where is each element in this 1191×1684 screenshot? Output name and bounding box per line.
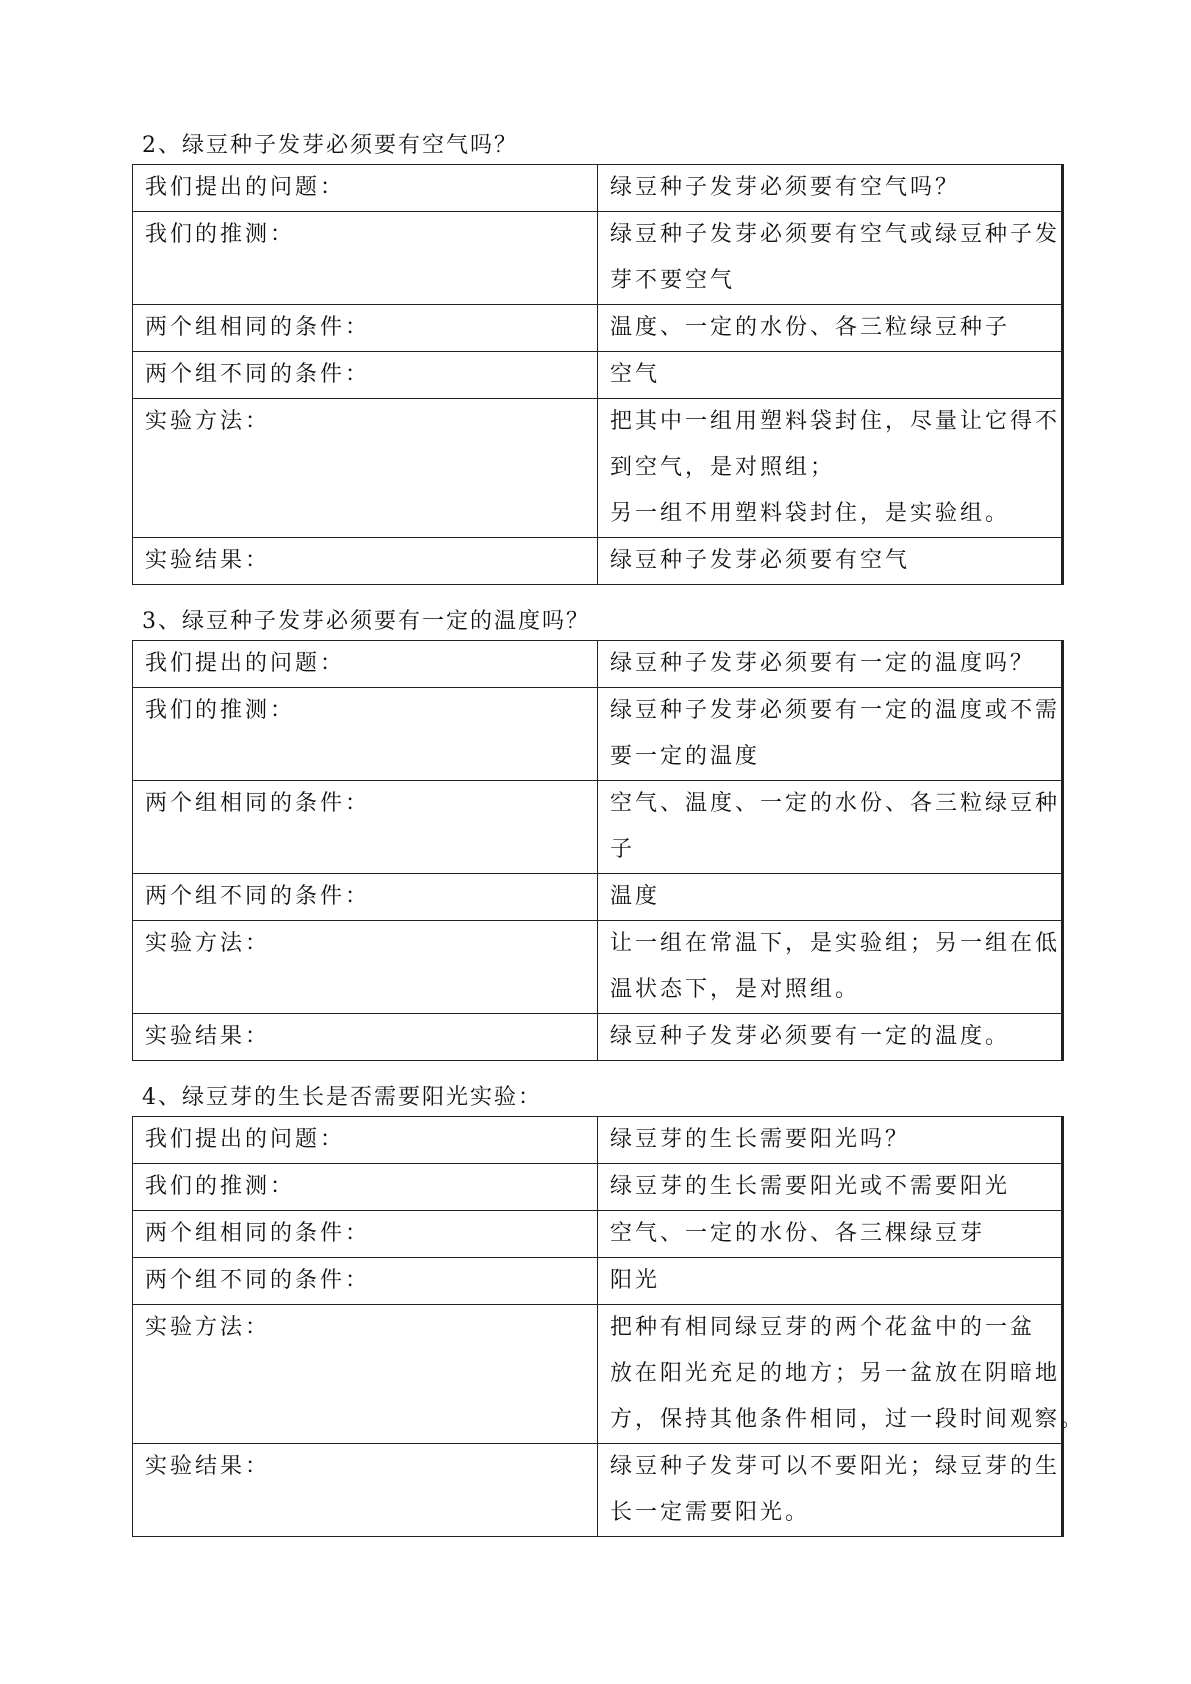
section-heading: 4、绿豆芽的生长是否需要阳光实验： [142,1085,542,1110]
value-line: 芽不要空气 [610,268,736,293]
table-row [133,641,1063,688]
value-line: 长一定需要阳光。 [610,1500,811,1525]
value-line: 绿豆种子发芽必须要有空气或绿豆种子发 [610,222,1061,247]
row-value [598,1444,1063,1537]
row-label: 实验方法： [133,921,598,1014]
table-row [133,352,1063,399]
value-line: 另一组不用塑料袋封住，是实验组。 [610,501,1011,526]
table-row [133,874,1063,921]
value-line: 到空气，是对照组； [610,455,836,480]
value-line: 绿豆种子发芽必须要有一定的温度。 [610,1024,1011,1049]
value-line: 绿豆芽的生长需要阳光或不需要阳光 [610,1174,1011,1199]
table-row [133,781,1063,874]
row-label: 我们提出的问题： [133,165,598,212]
table-row [133,1117,1063,1164]
table-row [133,1211,1063,1258]
row-value [598,688,1063,781]
row-value [598,1258,1063,1305]
row-label: 两个组相同的条件： [133,1211,598,1258]
row-value [598,874,1063,921]
row-label: 我们的推测： [133,1164,598,1211]
row-value [598,641,1063,688]
row-label: 我们提出的问题： [133,641,598,688]
row-value [598,1211,1063,1258]
table-row [133,1444,1063,1537]
row-value [598,781,1063,874]
table-row [133,921,1063,1014]
row-value [598,399,1063,538]
row-label: 实验方法： [133,1305,598,1444]
table-row [133,1305,1063,1444]
row-value [598,165,1063,212]
table-row [133,212,1063,305]
value-line: 空气 [610,362,661,387]
value-line: 空气、一定的水份、各三棵绿豆芽 [610,1221,986,1246]
experiment-table [132,640,1064,1061]
table-row [133,165,1063,212]
row-label: 实验结果： [133,1444,598,1537]
value-line: 阳光 [610,1268,661,1293]
table-row [133,1258,1063,1305]
row-value [598,212,1063,305]
row-label: 两个组不同的条件： [133,874,598,921]
row-label: 实验方法： [133,399,598,538]
table-row [133,1164,1063,1211]
table-row [133,688,1063,781]
table-row [133,305,1063,352]
row-label: 两个组不同的条件： [133,352,598,399]
section-heading: 2、绿豆种子发芽必须要有空气吗？ [142,133,518,158]
value-line: 绿豆种子发芽必须要有一定的温度或不需 [610,698,1061,723]
row-value [598,921,1063,1014]
row-label: 实验结果： [133,538,598,585]
value-line: 绿豆种子发芽必须要有空气吗？ [610,175,961,200]
row-value [598,538,1063,585]
value-line: 绿豆芽的生长需要阳光吗？ [610,1127,911,1152]
value-line: 温状态下，是对照组。 [610,977,861,1002]
section-heading: 3、绿豆种子发芽必须要有一定的温度吗？ [142,609,590,634]
table-row [133,1014,1063,1061]
value-line: 把种有相同绿豆芽的两个花盆中的一盆 [610,1315,1036,1340]
row-label: 两个组相同的条件： [133,305,598,352]
value-line: 温度、一定的水份、各三粒绿豆种子 [610,315,1011,340]
experiment-table [132,164,1064,585]
value-line: 要一定的温度 [610,744,761,769]
value-line: 温度 [610,884,661,909]
row-label: 我们提出的问题： [133,1117,598,1164]
value-line: 绿豆种子发芽可以不要阳光；绿豆芽的生 [610,1454,1061,1479]
value-line: 方，保持其他条件相同，过一段时间观察。 [610,1407,1086,1432]
value-line: 子 [610,837,636,862]
experiment-table [132,1116,1086,1537]
value-line: 让一组在常温下，是实验组；另一组在低 [610,931,1061,956]
row-label: 实验结果： [133,1014,598,1061]
row-value [598,1305,1086,1444]
table-row [133,538,1063,585]
row-label: 两个组不同的条件： [133,1258,598,1305]
value-line: 绿豆种子发芽必须要有一定的温度吗？ [610,651,1036,676]
row-label: 我们的推测： [133,688,598,781]
row-label: 两个组相同的条件： [133,781,598,874]
value-line: 空气、温度、一定的水份、各三粒绿豆种 [610,791,1061,816]
value-line: 绿豆种子发芽必须要有空气 [610,548,911,573]
row-label: 我们的推测： [133,212,598,305]
row-value [598,1117,1063,1164]
value-line: 放在阳光充足的地方；另一盆放在阴暗地 [610,1361,1061,1386]
table-row [133,399,1063,538]
value-line: 把其中一组用塑料袋封住，尽量让它得不 [610,409,1061,434]
row-value [598,352,1063,399]
row-value [598,305,1063,352]
row-value [598,1164,1063,1211]
row-value [598,1014,1063,1061]
